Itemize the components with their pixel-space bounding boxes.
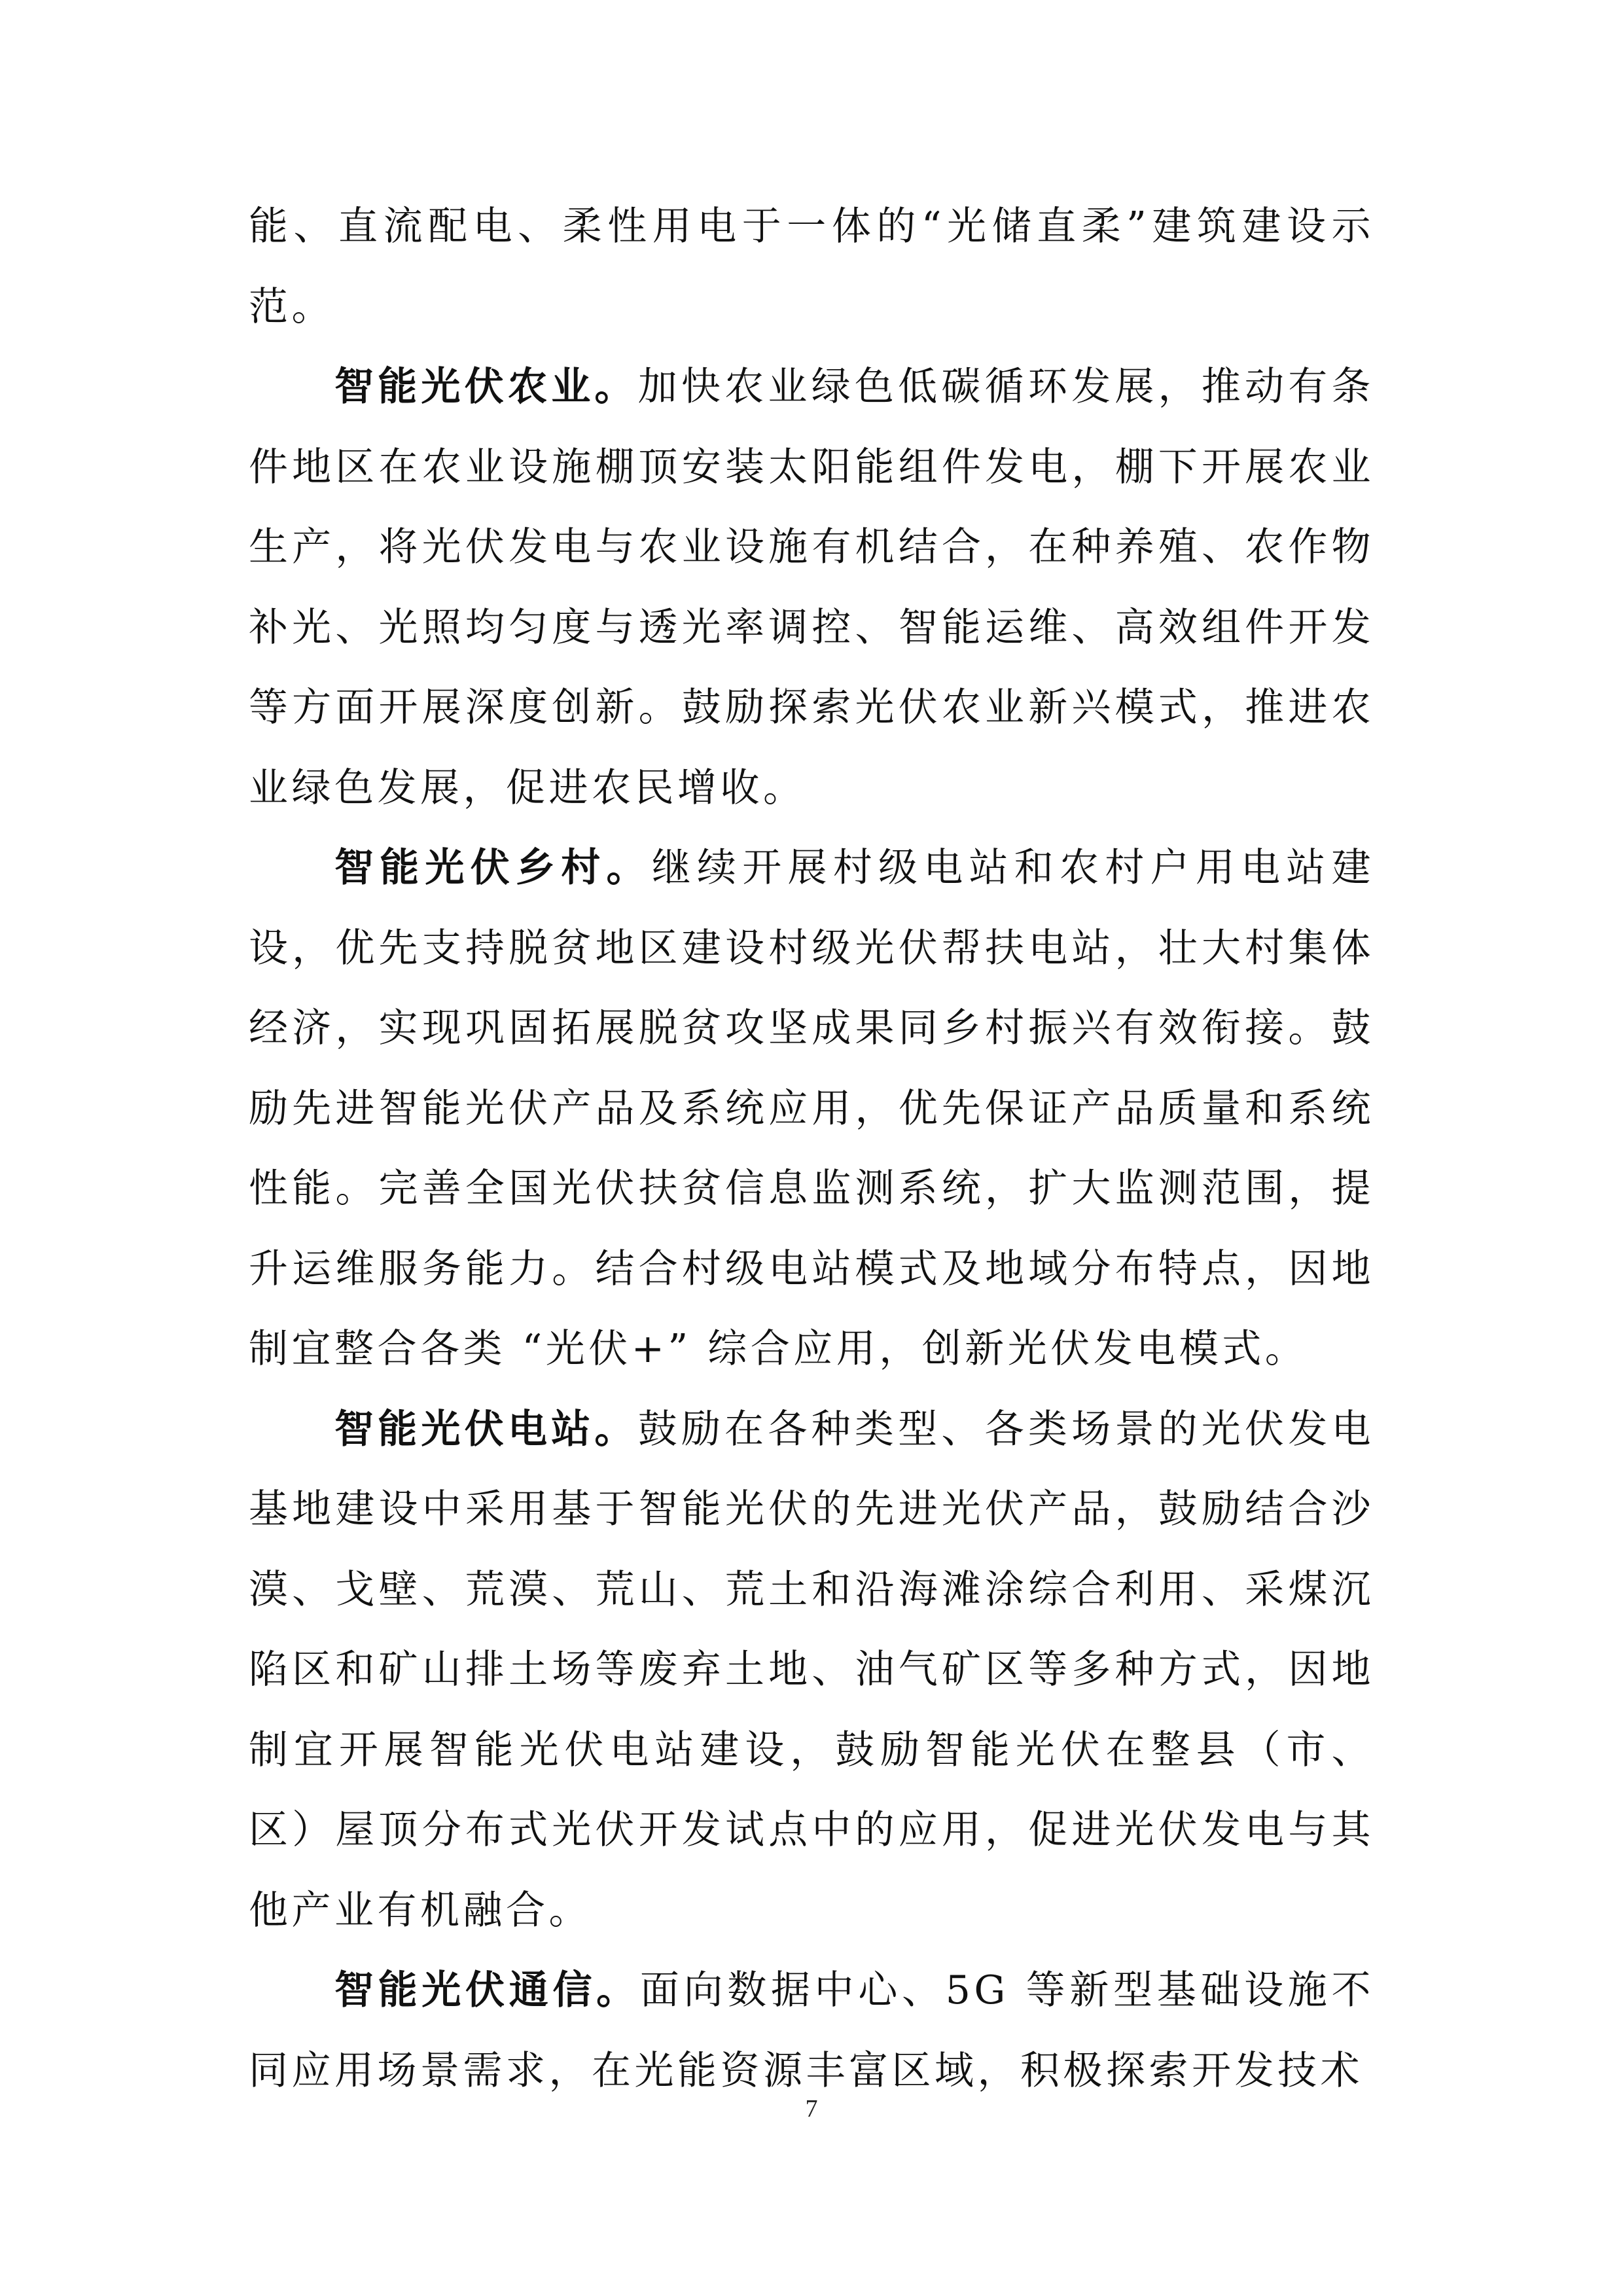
paragraph-heading: 智能光伏通信。 bbox=[334, 1967, 640, 2013]
paragraph-text: 加快农业绿色低碳循环发展，推动有条件地区在农业设施棚顶安装太阳能组件发电，棚下开展农业生产，将光伏发电与农业设施有机结合，在种养殖、农作物补光、光照均匀度与透光率调控、智能运维、高效组件开发等方面开展深度创新。鼓励探索光伏农业新兴模式，推进农业绿色发展，促进农民增收。 bbox=[249, 364, 1375, 811]
paragraph-text: 能、直流配电、柔性用电于一体的“光储直柔”建筑建设示范。 bbox=[249, 204, 1374, 330]
paragraph-text: 面向数据中心、5G 等新型基础设施不同应用场景需求，在光能资源丰富区域，积极探索开发技术 bbox=[249, 1967, 1374, 2094]
paragraph-smart-pv-village bbox=[249, 828, 1374, 1390]
paragraph-smart-pv-communication bbox=[249, 1950, 1374, 2111]
paragraph-text: 鼓励在各种类型、各类场景的光伏发电基地建设中采用基于智能光伏的先进光伏产品，鼓励结合沙漠、戈壁、荒漠、荒山、荒土和沿海滩涂综合利用、采煤沉陷区和矿山排土场等废弃土地、油气矿区等多种方式，因地制宜开展智能光伏电站建设，鼓励智能光伏在整县（市、区）屋顶分布式光伏开发试点中的应用，促进光伏发电与其他产业有机融合。 bbox=[249, 1406, 1375, 1933]
paragraph-smart-pv-agriculture bbox=[249, 347, 1374, 828]
paragraph-smart-pv-station bbox=[249, 1390, 1374, 1951]
page-number: 7 bbox=[805, 2095, 818, 2123]
body-text bbox=[249, 187, 1374, 2111]
paragraph-continuation bbox=[249, 187, 1374, 347]
paragraph-heading: 智能光伏乡村。 bbox=[334, 845, 652, 891]
paragraph-text: 继续开展村级电站和农村户用电站建设，优先支持脱贫地区建设村级光伏帮扶电站，壮大村集体经济，实现巩固拓展脱贫攻坚成果同乡村振兴有效衔接。鼓励先进智能光伏产品及系统应用，优先保证产品质量和系统性能。完善全国光伏扶贫信息监测系统，扩大监测范围，提升运维服务能力。结合村级电站模式及地域分布特点，因地制宜整合各类 “光伏+” 综合应用，创新光伏发电模式。 bbox=[249, 845, 1374, 1372]
paragraph-heading: 智能光伏电站。 bbox=[334, 1406, 638, 1452]
paragraph-heading: 智能光伏农业。 bbox=[334, 364, 638, 410]
